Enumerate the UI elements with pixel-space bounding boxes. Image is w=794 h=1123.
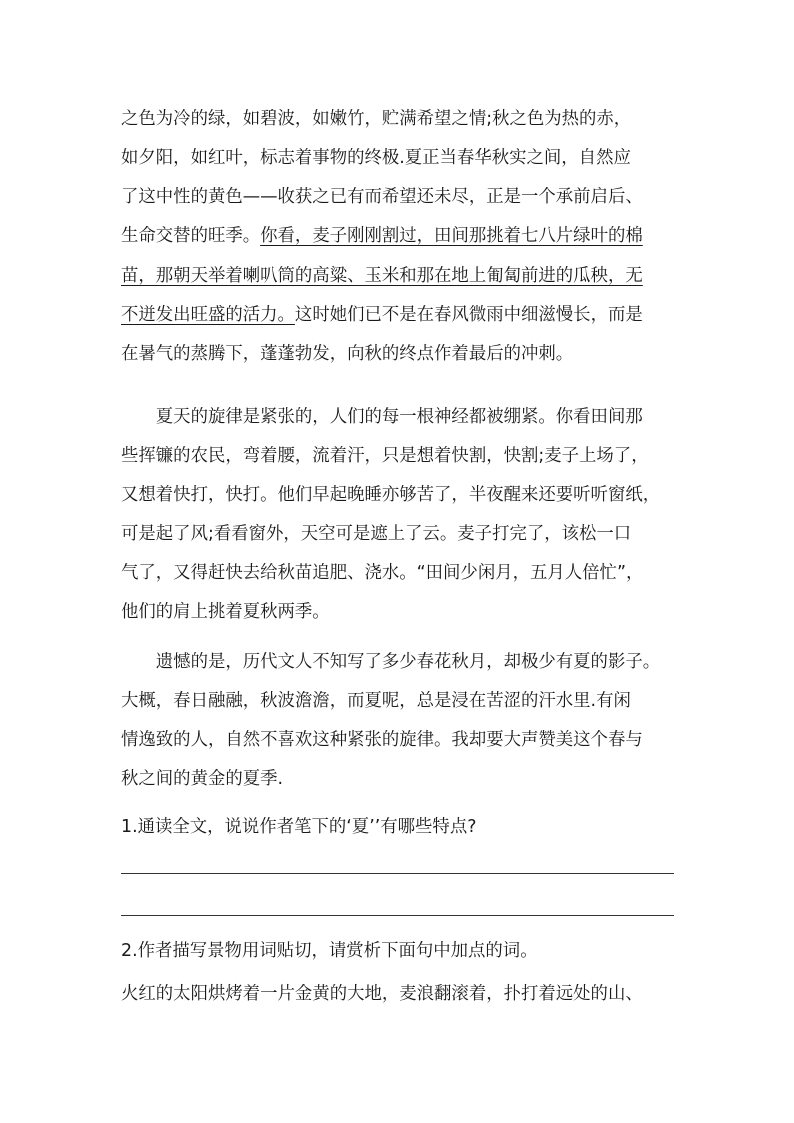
passage-text: 如夕阳，如红叶，标志着事物的终极.夏正当春华秋实之间，自然应 <box>121 148 631 168</box>
question-text: 1.通读全文，说说作者笔下的‘夏’’有哪些特点? <box>121 817 477 837</box>
passage-line-13 <box>121 600 330 624</box>
question-sentence-text: 火红的太阳烘烤着一片金黄的大地，麦浪翻滚着，扑打着远处的山、 <box>121 984 643 1004</box>
passage-line-16 <box>121 728 643 752</box>
passage-text: 情逸致的人，自然不喜欢这种紧张的旋律。我却要大声赞美这个春与 <box>121 730 643 750</box>
passage-text: 些挥镰的农民，弯着腰，流着汗，只是想着快割，快割;麦子上场了， <box>121 446 649 466</box>
underlined-sentence: 你看，麦子刚刚割过，田间那挑着七八片绿叶的棉 <box>260 226 643 246</box>
passage-text: 在暑气的蒸腾下，蓬蓬勃发，向秋的终点作着最后的冲刺。 <box>121 344 574 364</box>
passage-line-12 <box>121 561 643 585</box>
passage-line-3 <box>121 185 643 209</box>
passage-line-11 <box>121 522 631 546</box>
question-text: 2.作者描写景物用词贴切，请赏析下面句中加点的词。 <box>121 941 538 961</box>
passage-text: 可是起了风;看看窗外，天空可是遮上了云。麦子打完了，该松一口 <box>121 524 632 544</box>
answer-line-2[interactable] <box>121 915 674 916</box>
passage-text: 大概，春日融融，秋波澹澹，而夏呢，总是浸在苦涩的汗水里.有闲 <box>121 691 631 711</box>
passage-text: 遗憾的是，历代文人不知写了多少春花秋月，却极少有夏的影子。 <box>121 652 661 672</box>
passage-line-2 <box>121 146 631 170</box>
passage-line-15 <box>121 689 631 713</box>
passage-text: 气了，又得赶快去给秋苗追肥、浇水。“田间少闲月，五月人倍忙”， <box>121 563 644 583</box>
passage-line-10 <box>121 483 660 507</box>
passage-line-6 <box>121 303 643 327</box>
passage-text: 又想着快打，快打。他们早起晚睡亦够苦了，半夜醒来还要听听窗纸， <box>121 485 661 505</box>
underlined-sentence: 苗，那朝天举着喇叭筒的高粱、玉米和那在地上匍匐前进的瓜秧，无 <box>121 266 643 286</box>
passage-text: 这时她们已不是在春风微雨中细滋慢长，而是 <box>294 305 643 325</box>
passage-line-8 <box>121 405 643 429</box>
passage-text: 之色为冷的绿，如碧波，如嫩竹，贮满希望之情;秋之色为热的赤， <box>121 109 632 129</box>
passage-text: 他们的肩上挑着夏秋两季。 <box>121 602 330 622</box>
passage-line-17 <box>121 767 283 791</box>
question-1 <box>121 815 476 839</box>
underlined-sentence: 不迸发出旺盛的活力。 <box>121 305 295 325</box>
passage-line-9 <box>121 444 649 468</box>
passage-text: 了这中性的黄色——收获之已有而希望还未尽，正是一个承前启后、 <box>121 187 643 207</box>
answer-line-1[interactable] <box>121 873 674 874</box>
passage-text: 生命交替的旺季。 <box>121 226 261 246</box>
passage-line-4 <box>121 224 643 248</box>
passage-line-14 <box>121 650 660 674</box>
question-2 <box>121 939 538 963</box>
passage-line-5 <box>121 264 643 288</box>
passage-line-1 <box>121 107 631 131</box>
passage-text: 夏天的旋律是紧张的，人们的每一根神经都被绷紧。你看田间那 <box>121 407 643 427</box>
passage-text: 秋之间的黄金的夏季. <box>121 769 284 789</box>
passage-line-7 <box>121 342 573 366</box>
question-2-sentence <box>121 982 643 1006</box>
